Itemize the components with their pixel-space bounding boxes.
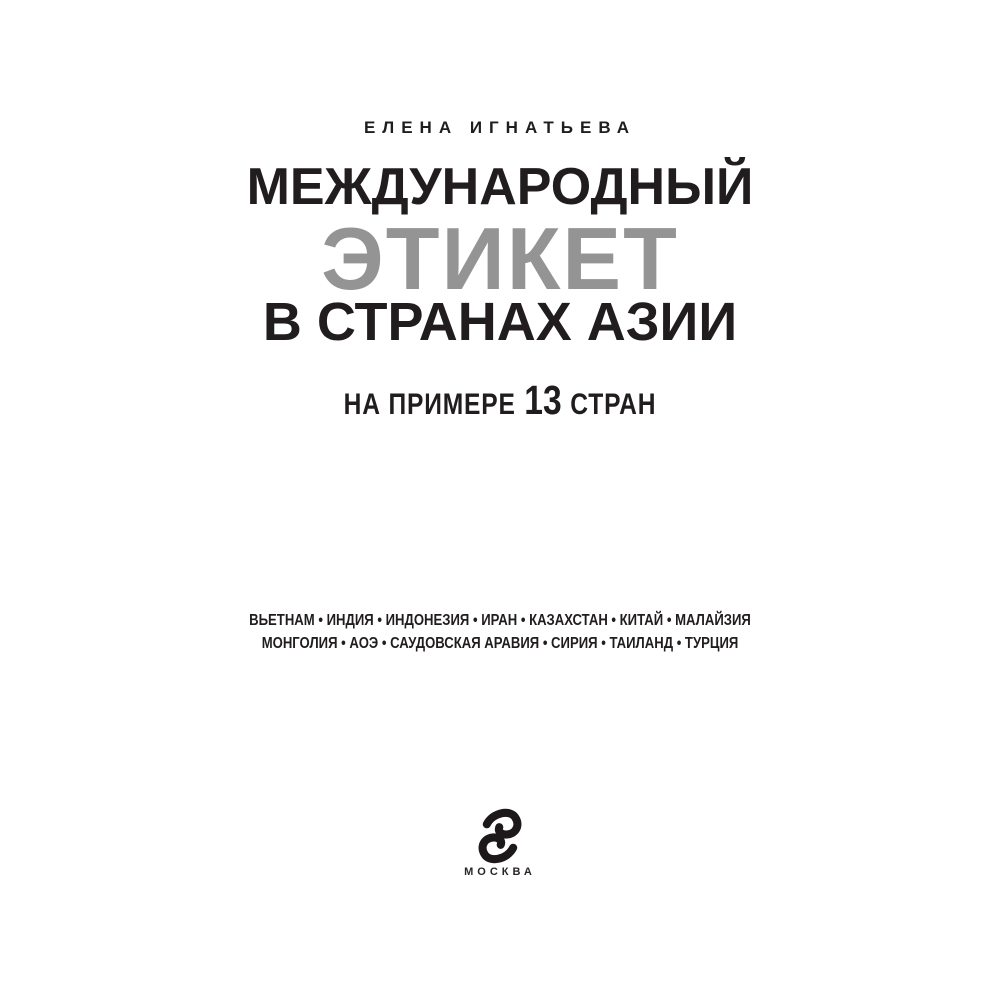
subtitle-suffix: СТРАН [570,388,657,421]
country-list-line-2: МОНГОЛИЯ • АОЭ • САУДОВСКАЯ АРАВИЯ • СИРИЯ • ТАИЛАНД • ТУРЦИЯ [261,635,739,652]
publisher-city: МОСКВА [464,866,536,878]
publisher-logo [0,806,1000,866]
book-title-line-3: В СТРАНАХ АЗИИ [262,292,738,352]
book-title-line-2: ЭТИКЕТ [321,209,679,308]
eksmo-swirl-icon [478,806,522,866]
subtitle-prefix: НА ПРИМЕРЕ [343,388,516,421]
country-list [90,609,910,655]
author-name: ЕЛЕНА ИГНАТЬЕВА [363,118,637,137]
subtitle [90,377,910,425]
country-list-line-1: ВЬЕТНАМ • ИНДИЯ • ИНДОНЕЗИЯ • ИРАН • КАЗАХСТАН • КИТАЙ • МАЛАЙЗИЯ [249,612,751,629]
subtitle-count-number: 13 [524,377,562,423]
book-title-line-1: МЕЖДУНАРОДНЫЙ [246,158,754,216]
